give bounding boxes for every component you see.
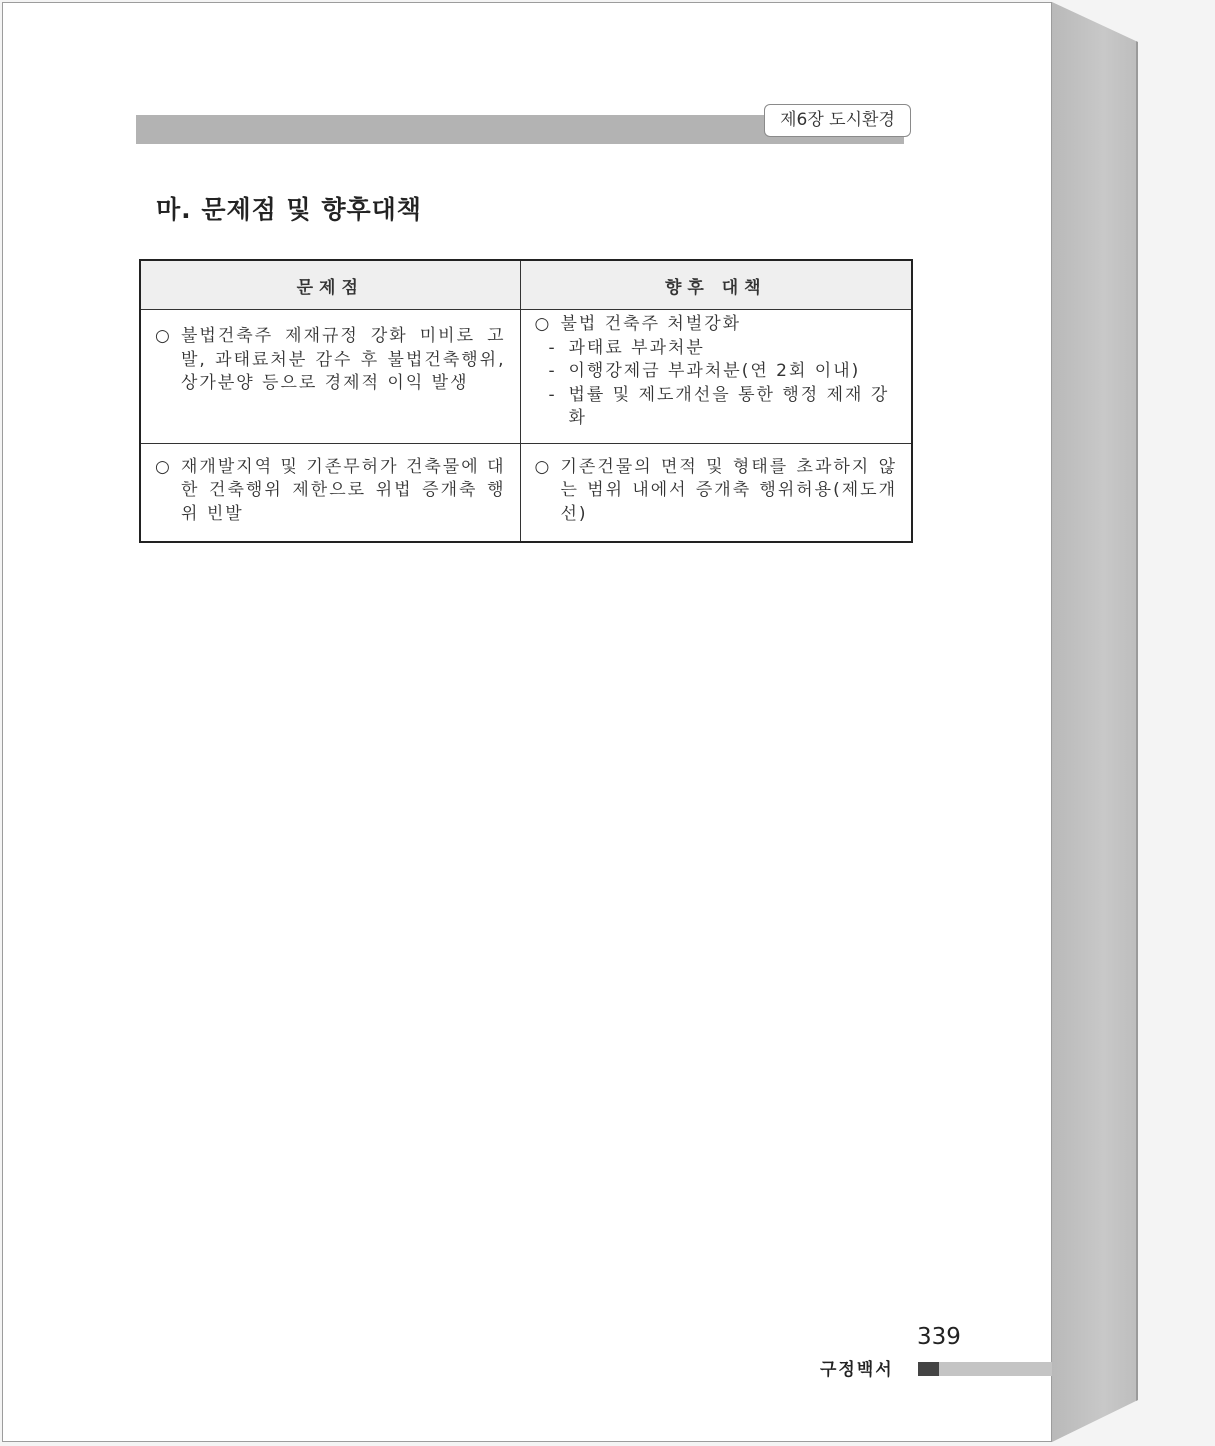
bullet-icon: ○ <box>534 314 552 334</box>
problem-item <box>155 456 506 527</box>
measure-item <box>535 456 898 527</box>
footer-bar-mark <box>918 1362 939 1376</box>
bullet-icon: ○ <box>155 456 172 477</box>
issues-table <box>139 259 913 543</box>
book-side-shadow <box>1052 2 1138 1442</box>
problem-item <box>155 325 506 396</box>
measure-subitem <box>549 337 898 361</box>
chapter-tag: 제6장 도시환경 <box>764 104 911 137</box>
measure-subitem-text: 이행강제금 부과처분(연 2회 이내) <box>568 361 861 381</box>
bullet-icon: ○ <box>534 456 552 477</box>
measure-subitem-text: 법률 및 제도개선을 통한 행정 제재 강화 <box>568 384 890 428</box>
column-header-measure: 향후 대책 <box>520 260 912 310</box>
dash-icon: - <box>548 337 557 358</box>
dash-icon: - <box>548 361 557 381</box>
problem-cell <box>140 443 520 542</box>
bullet-icon: ○ <box>155 326 172 346</box>
page-number: 339 <box>917 1324 961 1350</box>
dash-icon: - <box>548 384 557 405</box>
measure-item <box>535 313 898 337</box>
problem-cell <box>140 310 520 444</box>
column-header-problem: 문제점 <box>140 260 520 310</box>
footer-book-title: 구정백서 <box>820 1360 894 1380</box>
problem-text: 불법건축주 제재규정 강화 미비로 고발, 과태료처분 감수 후 불법건축행위, 상가분양 등으로 경제적 이익 발생 <box>181 326 506 393</box>
section-title: 마. 문제점 및 향후대책 <box>156 195 422 224</box>
measure-text: 불법 건축주 처벌강화 <box>560 314 742 334</box>
table-row <box>140 443 912 542</box>
measure-cell <box>520 310 912 444</box>
measure-text: 기존건물의 면적 및 형태를 초과하지 않는 범위 내에서 증개축 행위허용(제도개선) <box>560 456 897 524</box>
table-row <box>140 310 912 444</box>
table-header-row <box>140 260 912 310</box>
problem-text: 재개발지역 및 기존무허가 건축물에 대한 건축행위 제한으로 위법 증개축 행위 빈발 <box>181 456 506 524</box>
measure-cell <box>520 443 912 542</box>
measure-subitem-text: 과태료 부과처분 <box>568 337 705 358</box>
measure-subitem <box>549 360 898 384</box>
measure-subitem <box>549 384 898 431</box>
